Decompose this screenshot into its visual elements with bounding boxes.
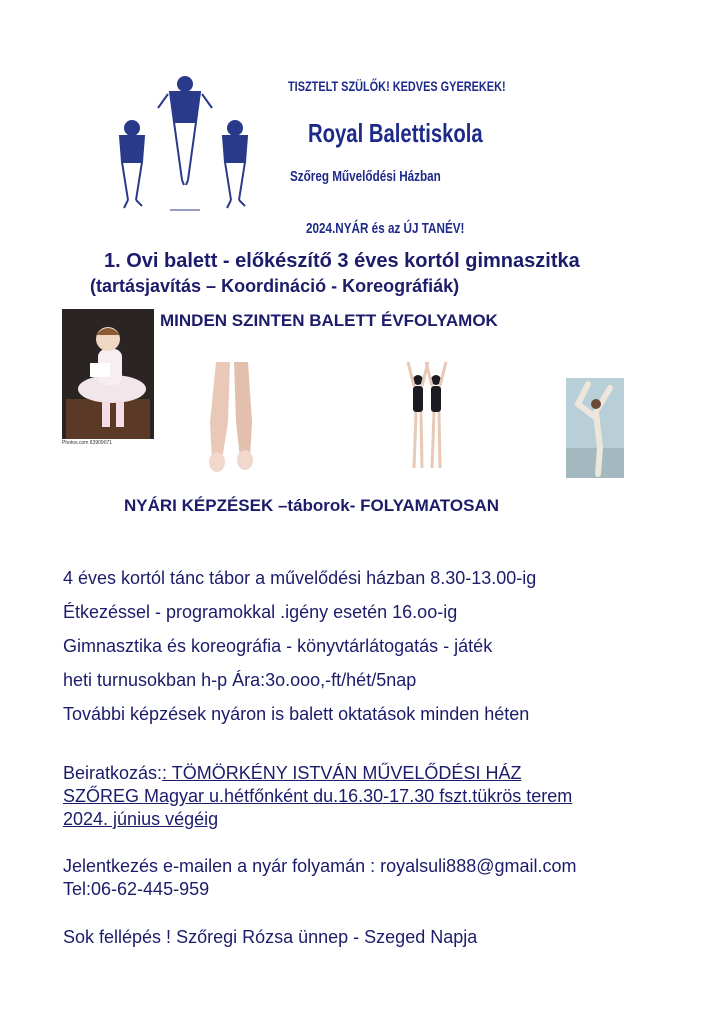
contact-phone-line: Tel:06-62-445-959 <box>63 879 210 899</box>
detail-line-2: Étkezéssel - programokkal .igény esetén 16.oo-ig <box>63 602 458 622</box>
detail-line-1: 4 éves kortól tánc tábor a művelődési házban 8.30-13.00-ig <box>63 568 537 588</box>
venue-text: Szőreg Művelődési Házban <box>290 168 441 185</box>
pointe-shoes-photo <box>200 362 262 474</box>
registration-venue: : TÖMÖRKÉNY ISTVÁN MŰVELŐDÉSI HÁZ <box>162 763 522 783</box>
registration-line-2: SZŐREG Magyar u.hétfőnként du.16.30-17.30 fszt.tükrös terem <box>63 786 573 806</box>
two-ballerinas-photo <box>402 360 454 472</box>
events-line: Sok fellépés ! Szőregi Rózsa ünnep - Szeged Napja <box>63 927 478 947</box>
contact-email-line: Jelentkezés e-mailen a nyár folyamán : royalsuli888@gmail.com <box>63 856 577 876</box>
season-text: 2024.NYÁR és az ÚJ TANÉV! <box>306 220 465 237</box>
photo-caption: Photos.com 83909071 <box>62 440 113 446</box>
summer-courses-heading: NYÁRI KÉPZÉSEK –táborok- FOLYAMATOSAN <box>124 496 500 515</box>
program-item-1-title: 1. Ovi balett - előkészítő 3 éves kortól gimnaszitka <box>104 250 580 272</box>
registration-line-3: 2024. június végéig <box>63 809 219 829</box>
dancers-logo-illustration <box>110 70 270 220</box>
registration-label: Beiratkozás: <box>63 763 163 783</box>
school-name: Royal Balettiskola <box>308 118 483 148</box>
greeting-heading: TISZTELT SZÜLŐK! KEDVES GYEREKEK! <box>288 78 506 94</box>
program-item-1-subtitle: (tartásjavítás – Koordináció - Koreográfiák) <box>90 276 460 296</box>
registration-line-1 <box>63 763 521 784</box>
detail-line-3: Gimnasztika és koreográfia - könyvtárlátogatás - játék <box>63 636 493 656</box>
detail-line-4: heti turnusokban h-p Ára:3o.ooo,-ft/hét/5nap <box>63 670 417 690</box>
girl-reading-photo <box>62 309 154 445</box>
levels-heading: MINDEN SZINTEN BALETT ÉVFOLYAMOK <box>160 311 498 330</box>
detail-line-5: További képzések nyáron is balett oktatások minden héten <box>63 704 530 724</box>
male-dancer-photo <box>566 378 624 478</box>
